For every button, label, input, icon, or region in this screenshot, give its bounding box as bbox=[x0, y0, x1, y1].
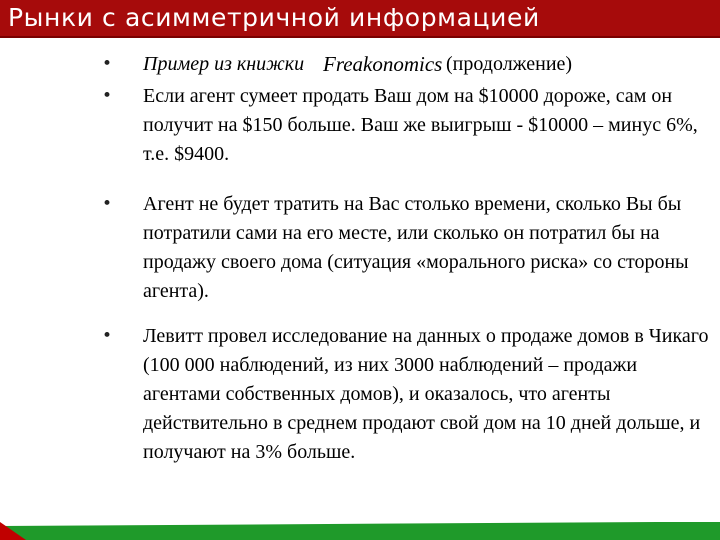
bullet-marker: • bbox=[102, 194, 113, 214]
heading-continuation: (продолжение) bbox=[446, 53, 573, 75]
bullet-marker: • bbox=[102, 54, 113, 74]
footer-red-corner bbox=[0, 522, 26, 540]
heading-italic: Пример из книжки bbox=[143, 53, 305, 75]
bullet-marker: • bbox=[102, 86, 113, 106]
bullet-text: Если агент сумеет продать Ваш дом на $10000 дороже, сам он получит на $150 больше. Ваш же выигрыш - $10000 – минус 6%, т.е. $9400. bbox=[143, 85, 698, 165]
book-title: Freakonomics bbox=[323, 52, 443, 76]
bullet-text: Левитт провел исследование на данных о продаже домов в Чикаго (100 000 наблюдений, из них 3000 наблюдений – продажи агентами собственных домов), и оказалось, что агенты действительно в среднем продают свой дом на 10 дней дольше, и получают на 3% больше. bbox=[143, 325, 709, 463]
heading-text bbox=[143, 50, 709, 79]
bullet-marker: • bbox=[102, 326, 113, 346]
bullet-text: Агент не будет тратить на Вас столько времени, сколько Вы бы потратили сами на его месте, или сколько он потратил бы на продажу своего дома (ситуация «морального риска» со стороны агента). bbox=[143, 193, 689, 302]
slide-title: Рынки с асимметричной информацией bbox=[8, 3, 540, 32]
